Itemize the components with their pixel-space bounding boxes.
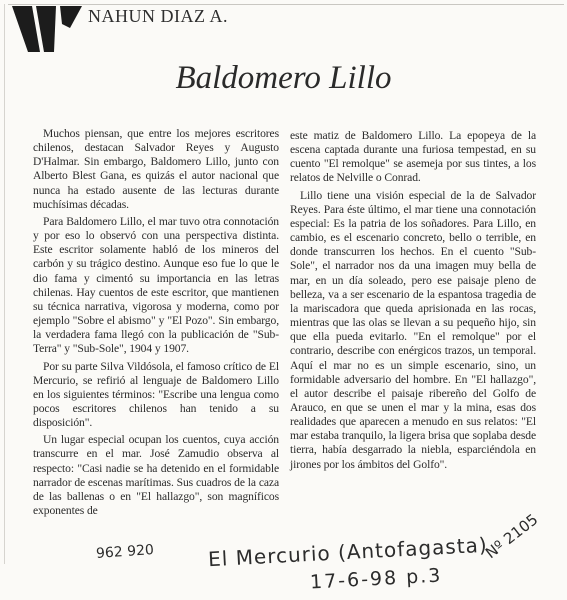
- handwritten-date: 17-6-98 p.3: [309, 564, 443, 594]
- right-column: [290, 129, 536, 475]
- handwritten-code: 962 920: [95, 541, 155, 563]
- top-border: [8, 4, 564, 5]
- paragraph: Por su parte Silva Vildósola, el famoso crítico de El Mercurio, se refirió al lenguaje de Baldomero Lillo en los siguientes términos: "Escribe una lengua como pocos escritores chilenos han tenido a su disposición".: [33, 359, 279, 430]
- paragraph: Para Baldomero Lillo, el mar tuvo otra connotación y por eso lo observó con una perspectiva distinta. Este escritor solamente habló de los mineros del carbón y su trágico destino. Aunque eso fue lo que le dio fama y cimentó su importancia en las letras chilenas. Hay cuentos de este escritor, que mantienen su técnica narrativa, vigorosa y moderna, como por ejemplo "Sobre el abismo" y "El Pozo". Sin embargo, la verdadera fama llegó con la publicación de "Sub-Terra" y "Sub-Sole", 1904 y 1907.: [33, 214, 279, 356]
- paragraph-continuation: este matiz de Baldomero Lillo. La epopeya de la escena captada durante una furiosa tempestad, en su cuento "El remolque" se asemeja por sus tintes, a los relatos de Nelville o Conrad.: [290, 129, 536, 185]
- author-name: NAHUN DIAZ A.: [88, 6, 228, 26]
- paragraph: Muchos piensan, que entre los mejores escritores chilenos, destacan Salvador Reyes y Augusto D'Halmar. Sin embargo, Baldomero Lillo, junto con Alberto Blest Gana, es quizás el autor nacional que nunca ha estado ausente de las lecturas durante muchísimas décadas.: [33, 127, 279, 211]
- handwritten-number: Nº 2105: [482, 510, 542, 563]
- left-column: [33, 127, 279, 521]
- column-logo-icon: [10, 4, 84, 56]
- article-title: Baldomero Lillo: [175, 60, 392, 96]
- paragraph: Lillo tiene una visión especial de la de Salvador Reyes. Para éste último, el mar tiene una connotación especial: Es la patria de los soñadores. Para Lillo, en cambio, es el escenario concreto, bello o terrible, en donde transcurren los hechos. En el cuento "Sub-Sole", el narrador nos da una imagen muy bella de mar, en un día soleado, pero ese paisaje pleno de belleza, va a ser escenario de la espantosa tragedia de la mariscadora que queda aprisionada en las rocas, mientras que las olas se llevan a su pequeño hijo, sin que ella pueda evitarlo. "En el remolque" por el contrario, describe con enérgicos trazos, un temporal. Aquí el mar no es un simple escenario, sino, un formidable adversario del hombre. En "El hallazgo", el autor describe el paisaje ribereño del Golfo de Arauco, en que se unen el mar y la mina, esas dos realidades que aparecen a menudo en sus relatos: "El mar estaba tranquilo, la ligera brisa que soplaba desde tierra, había desgarrado la niebla, esparciéndola en jirones por los ámbitos del Golfo".: [290, 188, 536, 471]
- handwritten-source: El Mercurio (Antofagasta): [207, 532, 489, 572]
- paragraph: Un lugar especial ocupan los cuentos, cuya acción transcurre en el mar. José Zamudio observa al respecto: "Casi nadie se ha detenido en el formidable narrador de escenas marítimas. Sus cuadros de la caza de las ballenas o en "El hallazgo", son magníficos exponentes de: [33, 433, 279, 518]
